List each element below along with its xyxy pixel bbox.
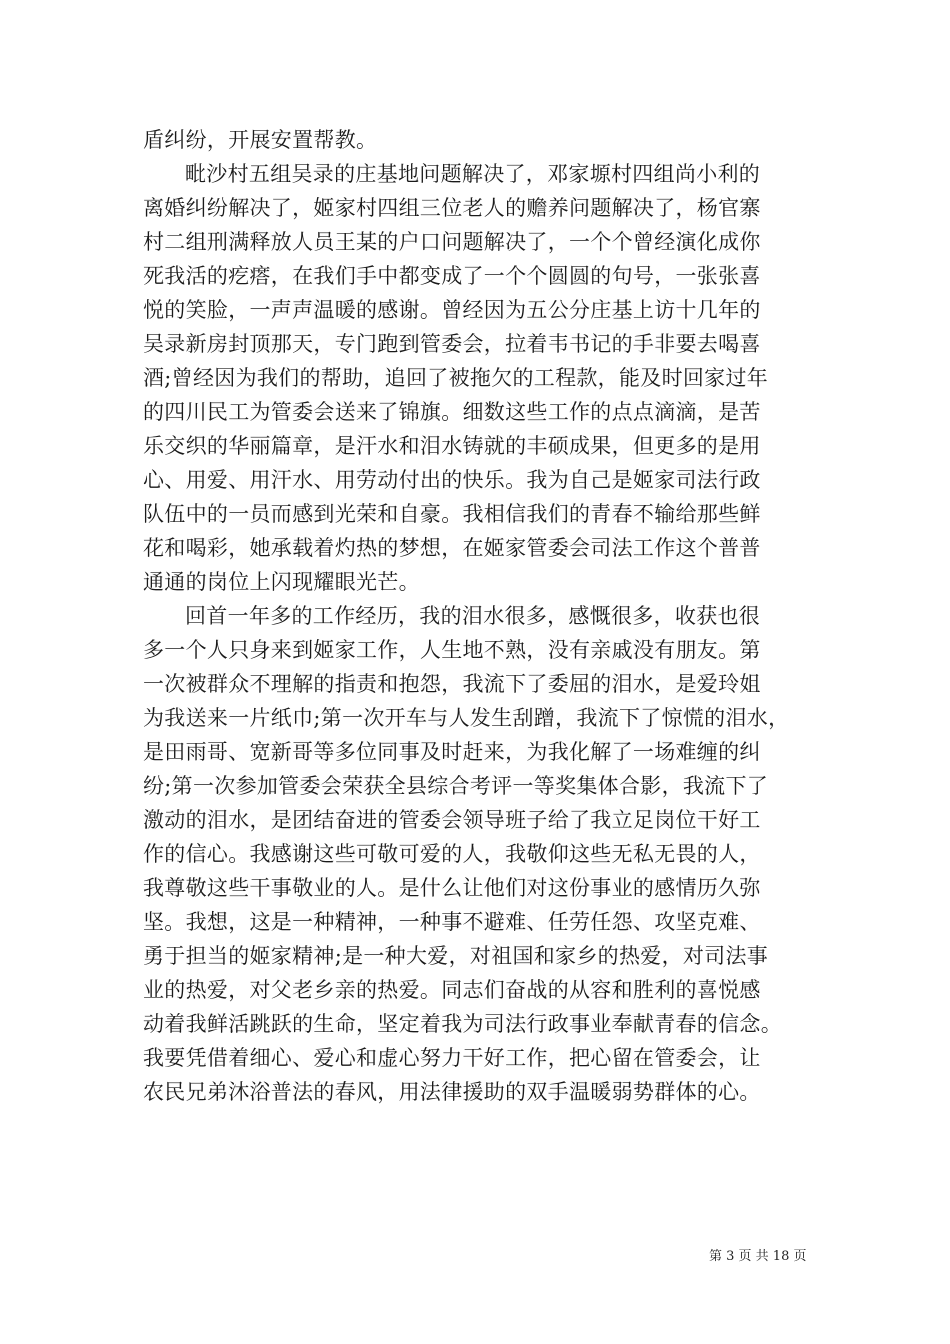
paragraph bbox=[143, 123, 813, 157]
text-line: 村二组刑满释放人员王某的户口问题解决了，一个个曾经演化成你 bbox=[143, 230, 761, 254]
text-line: 业的热爱，对父老乡亲的热爱。同志们奋战的从容和胜利的喜悦感 bbox=[143, 978, 761, 1002]
text-line: 的四川民工为管委会送来了锦旗。细数这些工作的点点滴滴，是苦 bbox=[143, 400, 761, 424]
text-line: 悦的笑脸，一声声温暖的感谢。曾经因为五公分庄基上访十几年的 bbox=[143, 298, 761, 322]
text-line: 纷;第一次参加管委会荣获全县综合考评一等奖集体合影，我流下了 bbox=[143, 774, 769, 798]
text-line: 是田雨哥、宽新哥等多位同事及时赶来，为我化解了一场难缠的纠 bbox=[143, 740, 761, 764]
paragraph bbox=[143, 599, 813, 1109]
text-line: 作的信心。我感谢这些可敬可爱的人，我敬仰这些无私无畏的人， bbox=[143, 842, 761, 866]
text-line: 勇于担当的姬家精神;是一种大爱，对祖国和家乡的热爱，对司法事 bbox=[143, 944, 769, 968]
document-body bbox=[143, 123, 813, 1109]
text-line: 离婚纠纷解决了，姬家村四组三位老人的赡养问题解决了，杨官寨 bbox=[143, 196, 761, 220]
text-line: 盾纠纷，开展安置帮教。 bbox=[143, 128, 378, 152]
text-line: 队伍中的一员而感到光荣和自豪。我相信我们的青春不输给那些鲜 bbox=[143, 502, 761, 526]
text-line: 死我活的疙瘩，在我们手中都变成了一个个圆圆的句号，一张张喜 bbox=[143, 264, 761, 288]
text-line: 坚。我想，这是一种精神，一种事不避难、任劳任怨、攻坚克难、 bbox=[143, 910, 761, 934]
text-line: 我尊敬这些干事敬业的人。是什么让他们对这份事业的感情历久弥 bbox=[143, 876, 761, 900]
text-line: 激动的泪水，是团结奋进的管委会领导班子给了我立足岗位干好工 bbox=[143, 808, 761, 832]
text-line: 农民兄弟沐浴普法的春风，用法律援助的双手温暖弱势群体的心。 bbox=[143, 1080, 761, 1104]
text-line: 乐交织的华丽篇章，是汗水和泪水铸就的丰硕成果，但更多的是用 bbox=[143, 434, 761, 458]
text-line: 花和喝彩，她承载着灼热的梦想，在姬家管委会司法工作这个普普 bbox=[143, 536, 761, 560]
text-line: 动着我鲜活跳跃的生命，坚定着我为司法行政事业奉献青春的信念。 bbox=[143, 1012, 782, 1036]
page-footer: 第 3 页 共 18 页 bbox=[709, 1249, 807, 1264]
text-line: 为我送来一片纸巾;第一次开车与人发生刮蹭，我流下了惊慌的泪水， bbox=[143, 706, 790, 730]
text-line: 一次被群众不理解的指责和抱怨，我流下了委屈的泪水，是爱玲姐 bbox=[143, 672, 761, 696]
text-line: 我要凭借着细心、爱心和虚心努力干好工作，把心留在管委会，让 bbox=[143, 1046, 761, 1070]
text-line: 酒;曾经因为我们的帮助，追回了被拖欠的工程款，能及时回家过年 bbox=[143, 366, 769, 390]
text-line: 多一个人只身来到姬家工作，人生地不熟，没有亲戚没有朋友。第 bbox=[143, 638, 761, 662]
text-line: 毗沙村五组吴录的庄基地问题解决了，邓家塬村四组尚小利的 bbox=[185, 162, 761, 186]
text-line: 心、用爱、用汗水、用劳动付出的快乐。我为自己是姬家司法行政 bbox=[143, 468, 761, 492]
text-line: 回首一年多的工作经历，我的泪水很多，感慨很多，收获也很 bbox=[185, 604, 761, 628]
text-line: 通通的岗位上闪现耀眼光芒。 bbox=[143, 570, 420, 594]
paragraph bbox=[143, 157, 813, 599]
text-line: 吴录新房封顶那天，专门跑到管委会，拉着韦书记的手非要去喝喜 bbox=[143, 332, 761, 356]
